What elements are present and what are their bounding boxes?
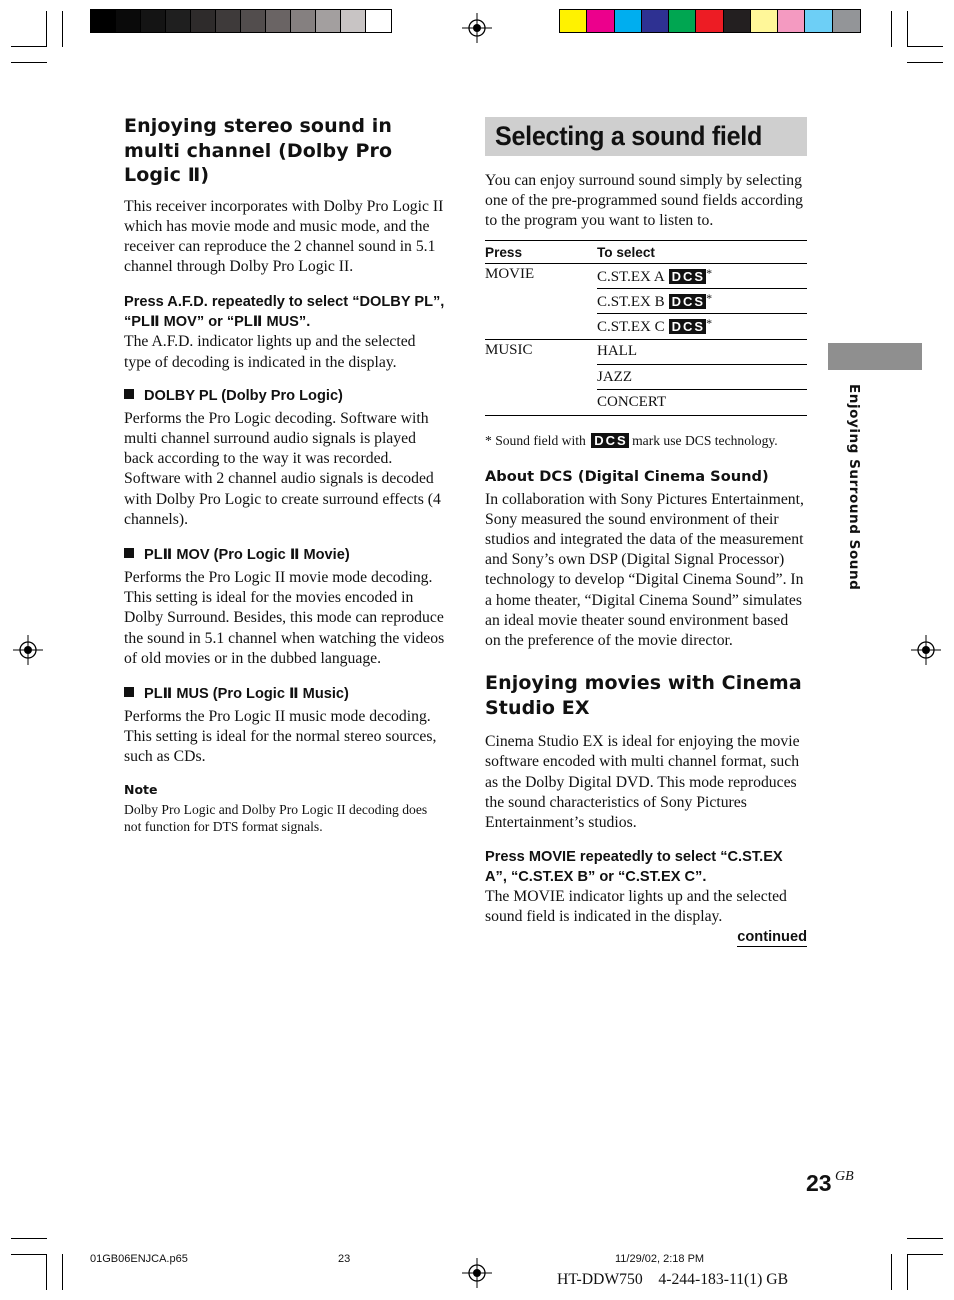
asterisk: * bbox=[706, 265, 713, 280]
stereo-heading: Enjoying stereo sound in multi channel (Dolby Pro Logic Ⅱ) bbox=[124, 115, 393, 186]
table-row bbox=[485, 314, 807, 340]
registration-mark-icon bbox=[13, 635, 43, 665]
crop-mark bbox=[907, 1238, 943, 1239]
color-swatch bbox=[266, 10, 291, 32]
color-swatch bbox=[341, 10, 366, 32]
color-swatch bbox=[191, 10, 216, 32]
crop-mark bbox=[907, 11, 908, 47]
asterisk: * bbox=[706, 316, 713, 331]
press-cell: MOVIE bbox=[485, 265, 535, 282]
table-header-row bbox=[485, 240, 807, 263]
crop-mark bbox=[11, 62, 47, 63]
mode-text: Performs the Pro Logic II music mode decoding. This setting is ideal for the normal stereo sources, such as CDs. bbox=[124, 707, 437, 766]
crop-mark bbox=[907, 46, 943, 47]
about-dcs-heading: About DCS (Digital Cinema Sound) bbox=[485, 467, 769, 485]
color-swatch bbox=[669, 10, 696, 32]
press-cell bbox=[485, 314, 597, 340]
column-header-press: Press bbox=[485, 240, 597, 263]
color-swatch bbox=[805, 10, 832, 32]
color-swatch bbox=[696, 10, 723, 32]
page-title: Selecting a sound field bbox=[495, 121, 763, 151]
sound-field-name: CONCERT bbox=[597, 393, 667, 410]
crop-mark bbox=[62, 11, 63, 47]
select-cell bbox=[597, 289, 807, 314]
square-bullet-icon bbox=[124, 548, 134, 558]
press-cell bbox=[485, 289, 597, 314]
mode-heading: PLⅡ MUS (Pro Logic Ⅱ Music) bbox=[124, 684, 446, 704]
right-column bbox=[485, 117, 807, 946]
afd-step: Press A.F.D. repeatedly to select “DOLBY PL”, “PLⅡ MOV” or “PLⅡ MUS”. bbox=[124, 294, 445, 331]
color-swatch bbox=[778, 10, 805, 32]
slug-page: 23 bbox=[338, 1253, 351, 1265]
press-cell bbox=[485, 365, 597, 390]
sound-field-name: C.ST.EX A bbox=[597, 268, 665, 285]
color-swatch bbox=[316, 10, 341, 32]
color-swatch bbox=[291, 10, 316, 32]
page-number: 23 bbox=[806, 1170, 832, 1196]
color-bar bbox=[559, 9, 861, 33]
registration-mark-icon bbox=[462, 13, 492, 43]
color-swatch bbox=[366, 10, 391, 32]
note-heading: Note bbox=[124, 781, 158, 797]
afd-step-desc: The A.F.D. indicator lights up and the selected type of decoding is indicated in the display. bbox=[124, 333, 416, 371]
color-swatch bbox=[216, 10, 241, 32]
crop-mark bbox=[62, 1254, 63, 1290]
color-swatch bbox=[751, 10, 778, 32]
crop-mark bbox=[46, 1254, 47, 1290]
color-swatch bbox=[615, 10, 642, 32]
asterisk: * bbox=[706, 291, 713, 306]
crop-mark bbox=[11, 46, 47, 47]
slug-file: 01GB06ENJCA.p65 bbox=[90, 1253, 188, 1265]
color-swatch bbox=[724, 10, 751, 32]
select-cell bbox=[597, 390, 807, 416]
registration-mark-icon bbox=[911, 635, 941, 665]
stereo-intro: This receiver incorporates with Dolby Pro Logic II which has movie mode and music mode, and the receiver can reproduce the 2 channel sound in 5.1 channel through Dolby Pro Logic II. bbox=[124, 197, 444, 276]
table-row bbox=[485, 289, 807, 314]
table-row bbox=[485, 263, 807, 289]
crop-mark bbox=[891, 11, 892, 47]
mode-heading: DOLBY PL (Dolby Pro Logic) bbox=[124, 386, 446, 406]
table-row bbox=[485, 390, 807, 416]
crop-mark bbox=[907, 62, 943, 63]
color-swatch bbox=[642, 10, 669, 32]
color-swatch bbox=[166, 10, 191, 32]
press-cell bbox=[485, 390, 597, 416]
mode-text: Performs the Pro Logic II movie mode decoding. This setting is ideal for the movies encoded in Dolby Surround. Besides, this mode can reproduce the sound in 5.1 channel when watching the videos of old movies or in the dubbed language. bbox=[124, 568, 445, 667]
select-cell bbox=[597, 339, 807, 365]
sound-field-name: HALL bbox=[597, 343, 637, 360]
crop-mark bbox=[907, 1254, 908, 1290]
sound-field-table bbox=[485, 240, 807, 416]
crop-mark bbox=[11, 1254, 47, 1255]
registration-mark-icon bbox=[462, 1258, 492, 1288]
section-side-label: Enjoying Surround Sound bbox=[846, 384, 862, 591]
cinema-heading: Enjoying movies with Cinema Studio EX bbox=[485, 672, 802, 719]
crop-mark bbox=[11, 1238, 47, 1239]
left-column bbox=[124, 114, 446, 835]
color-swatch bbox=[560, 10, 587, 32]
press-cell: MUSIC bbox=[485, 341, 533, 358]
color-swatch bbox=[241, 10, 266, 32]
select-cell bbox=[597, 365, 807, 390]
dcs-mark-icon: DCS bbox=[591, 433, 628, 448]
color-swatch bbox=[141, 10, 166, 32]
dcs-mark-icon: DCS bbox=[669, 319, 706, 334]
table-row bbox=[485, 365, 807, 390]
crop-mark bbox=[46, 11, 47, 47]
select-cell bbox=[597, 263, 807, 289]
crop-mark bbox=[907, 1254, 943, 1255]
page-title-box bbox=[485, 117, 807, 156]
column-header-select: To select bbox=[597, 240, 807, 263]
sound-field-name: C.ST.EX C bbox=[597, 319, 665, 336]
table-row bbox=[485, 339, 807, 365]
side-tab bbox=[828, 343, 922, 370]
square-bullet-icon bbox=[124, 687, 134, 697]
movie-step: Press MOVIE repeatedly to select “C.ST.EX A”, “C.ST.EX B” or “C.ST.EX C”. bbox=[485, 849, 783, 886]
about-dcs-text: In collaboration with Sony Pictures Entertainment, Sony measured the sound environment of their studios and integrated the data of the measurement and Sony’s own DSP (Digital Signal Processor) technology to develop “Digital Cinema Sound”. In a home theater, “Digital Cinema Sound” simulates an ideal movie theater sound environment based on the preference of the movie director. bbox=[485, 490, 804, 650]
continued-label: continued bbox=[737, 928, 807, 945]
sound-field-name: JAZZ bbox=[597, 368, 632, 385]
dcs-mark-icon: DCS bbox=[669, 269, 706, 284]
model-number: HT-DDW750 4-244-183-11(1) GB bbox=[557, 1271, 789, 1288]
dcs-footnote: * Sound field with DCS mark use DCS technology. bbox=[485, 432, 778, 448]
color-swatch bbox=[116, 10, 141, 32]
square-bullet-icon bbox=[124, 389, 134, 399]
dcs-mark-icon: DCS bbox=[669, 294, 706, 309]
color-swatch bbox=[91, 10, 116, 32]
crop-mark bbox=[891, 1254, 892, 1290]
sound-field-name: C.ST.EX B bbox=[597, 294, 665, 311]
note-text: Dolby Pro Logic and Dolby Pro Logic II decoding does not function for DTS format signals. bbox=[124, 801, 428, 834]
color-swatch bbox=[833, 10, 860, 32]
mode-text: Performs the Pro Logic decoding. Software with multi channel surround audio signals is played back according to the way it was recorded. Software with 2 channel audio signals is decoded with Dolby Pro Logic to create surround effects (4 channels). bbox=[124, 409, 441, 528]
cinema-text: Cinema Studio EX is ideal for enjoying the movie software encoded with multi channel format, such as the Dolby Digital DVD. This mode reproduces the sound characteristics of Sony Pictures Entertainment’s studios. bbox=[485, 733, 800, 832]
slug-date: 11/29/02, 2:18 PM bbox=[615, 1253, 705, 1265]
mode-heading: PLⅡ MOV (Pro Logic Ⅱ Movie) bbox=[124, 545, 446, 565]
page-number-suffix: GB bbox=[835, 1169, 854, 1184]
grayscale-bar bbox=[90, 9, 392, 33]
color-swatch bbox=[587, 10, 614, 32]
sound-field-intro: You can enjoy surround sound simply by selecting one of the pre-programmed sound fields according to the program you want to listen to. bbox=[485, 172, 804, 230]
select-cell bbox=[597, 314, 807, 340]
movie-step-desc: The MOVIE indicator lights up and the selected sound field is indicated in the display. bbox=[485, 888, 787, 926]
